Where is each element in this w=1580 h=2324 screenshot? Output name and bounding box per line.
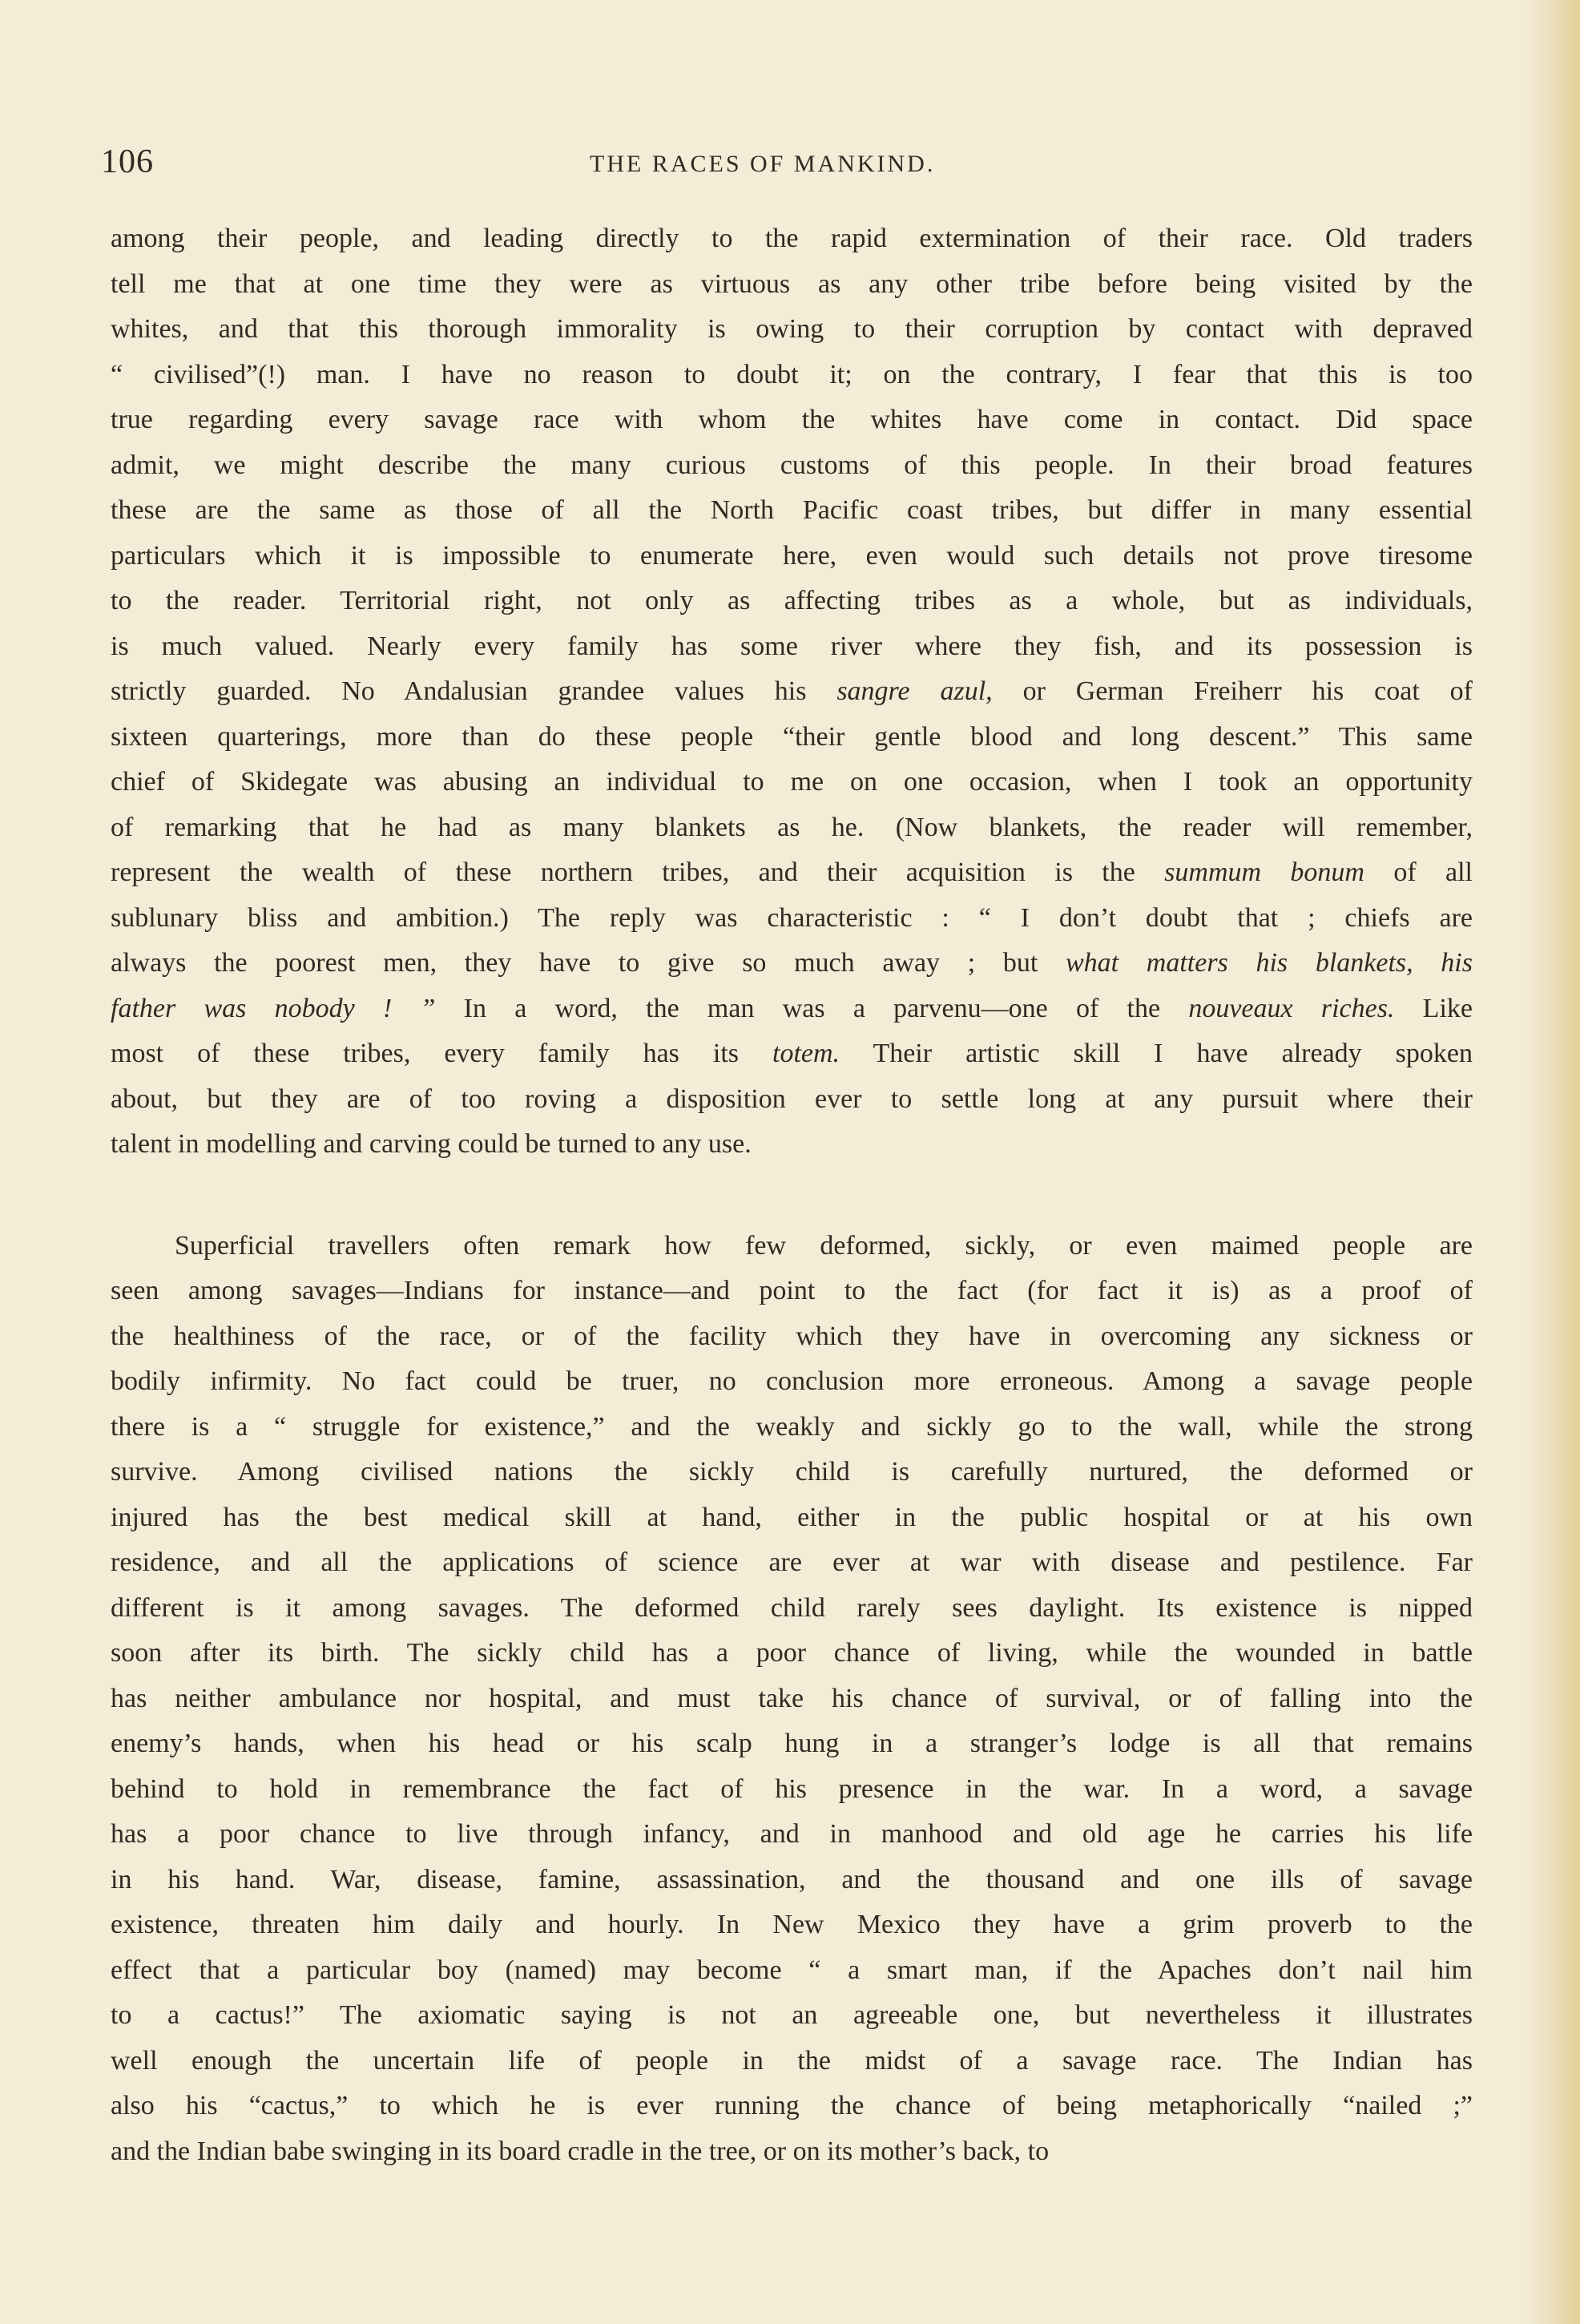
text-line [111, 1721, 1473, 1767]
italic-text: nouveaux riches. [1188, 993, 1395, 1023]
text-line [111, 2039, 1473, 2084]
text-line [111, 307, 1473, 353]
text-run: of all [1364, 857, 1473, 887]
text-line [111, 1495, 1473, 1541]
text-line [111, 1405, 1473, 1450]
text-line [111, 579, 1473, 624]
text-run: particulars which it is impossible to enumerate here, even would such details not prove tiresome [111, 540, 1473, 571]
text-run: strictly guarded. No Andalusian grandee values his [111, 676, 837, 706]
text-line [111, 1631, 1473, 1676]
text-run: always the poorest men, they have to give so much away ; but [111, 948, 1066, 978]
text-line [111, 2084, 1473, 2129]
text-run: represent the wealth of these northern tribes, and their acquisition is the [111, 857, 1165, 887]
text-line [111, 216, 1473, 262]
italic-text: father was nobody ! ” [111, 993, 436, 1023]
text-run: to a cactus!” The axiomatic saying is not an agreeable one, but nevertheless it illustrates [111, 2000, 1473, 2030]
text-line [111, 669, 1473, 715]
text-run: injured has the best medical skill at hand, either in the public hospital or at his own [111, 1502, 1473, 1532]
running-title: THE RACES OF MANKIND. [590, 151, 936, 177]
text-run: and the Indian babe swinging in its board cradle in the tree, or on its mother’s back, to [111, 2136, 1050, 2166]
text-run: admit, we might describe the many curious customs of this people. In their broad features [111, 450, 1473, 480]
text-line [111, 1077, 1473, 1123]
text-line [111, 534, 1473, 579]
text-run: is much valued. Nearly every family has some river where they fish, and its possession is [111, 631, 1473, 661]
text-run: Their artistic skill I have already spoken [840, 1039, 1473, 1068]
text-line [111, 443, 1473, 489]
text-run: behind to hold in remembrance the fact of his presence in the war. In a word, a savage [111, 1773, 1473, 1804]
text-run: sublunary bliss and ambition.) The reply was characteristic : “ I don’t doubt that ; chiefs are [111, 902, 1473, 933]
text-line [111, 1540, 1473, 1586]
page-number: 106 [101, 143, 154, 180]
italic-text: what matters his blankets, his [1065, 948, 1473, 978]
text-line [111, 1993, 1473, 2039]
text-line [111, 896, 1473, 942]
page-edge-shadow [1524, 0, 1580, 2324]
paragraph-gap [111, 1168, 1473, 1224]
text-run: these are the same as those of all the North Pacific coast tribes, but differ in many essential [111, 495, 1473, 525]
text-line [111, 941, 1473, 986]
text-run: has neither ambulance nor hospital, and must take his chance of survival, or of falling into the [111, 1683, 1473, 1713]
text-run: chief of Skidegate was abusing an individual to me on one occasion, when I took an opportunity [111, 767, 1473, 797]
text-line [111, 1676, 1473, 1722]
text-line [111, 1031, 1473, 1077]
text-run: enemy’s hands, when his head or his scalp hung in a stranger’s lodge is all that remains [111, 1729, 1473, 1758]
text-line [111, 1269, 1473, 1314]
text-run: has a poor chance to live through infancy, and in manhood and old age he carries his life [111, 1819, 1473, 1849]
text-run: whites, and that this thorough immorality is owing to their corruption by contact with depraved [111, 314, 1473, 344]
page-header [101, 143, 1479, 191]
italic-text: totem. [772, 1039, 840, 1068]
text-run: also his “cactus,” to which he is ever running the chance of being metaphorically “nailed ;” [111, 2091, 1473, 2120]
text-run: talent in modelling and carving could be turned to any use. [111, 1129, 752, 1159]
text-run: sixteen quarterings, more than do these people “their gentle blood and long descent.” This same [111, 721, 1473, 752]
text-run: in his hand. War, disease, famine, assassination, and the thousand and one ills of savage [111, 1864, 1473, 1894]
text-run: soon after its birth. The sickly child has a poor chance of living, while the wounded in battle [111, 1638, 1473, 1668]
text-line [111, 1359, 1473, 1405]
text-line [111, 760, 1473, 805]
text-line [111, 1858, 1473, 1903]
text-run: Superficial travellers often remark how few deformed, sickly, or even maimed people are [175, 1230, 1473, 1261]
text-line [111, 397, 1473, 443]
text-line [111, 353, 1473, 398]
text-line [111, 1767, 1473, 1813]
text-run: most of these tribes, every family has its [111, 1039, 773, 1068]
text-line [111, 1314, 1473, 1360]
text-run: seen among savages—Indians for instance—and point to the fact (for fact it is) as a proof of [111, 1276, 1473, 1305]
text-line [111, 488, 1473, 534]
text-run: about, but they are of too roving a disposition ever to settle long at any pursuit where their [111, 1083, 1473, 1114]
text-run: or German Freiherr his coat of [992, 676, 1473, 706]
text-run: of remarking that he had as many blankets as he. (Now blankets, the reader will remember, [111, 812, 1473, 842]
text-run: effect that a particular boy (named) may become “ a smart man, if the Apaches don’t nail him [111, 1955, 1473, 1985]
text-line [111, 1948, 1473, 1994]
text-line [111, 1450, 1473, 1495]
text-run: “ civilised”(!) man. I have no reason to doubt it; on the contrary, I fear that this is too [111, 359, 1473, 389]
text-line [111, 850, 1473, 896]
text-run: true regarding every savage race with whom the whites have come in contact. Did space [111, 405, 1473, 434]
text-line [111, 1902, 1473, 1948]
text-line [111, 1224, 1473, 1269]
paragraph [111, 216, 1473, 1168]
text-run: among their people, and leading directly to the rapid extermination of their race. Old traders [111, 224, 1473, 253]
text-line [111, 1586, 1473, 1632]
text-run: different is it among savages. The deformed child rarely sees daylight. Its existence is nipped [111, 1592, 1473, 1623]
text-line [111, 805, 1473, 851]
text-run: In a word, the man was a parvenu—one of the [435, 993, 1189, 1023]
text-line [111, 1812, 1473, 1858]
text-run: to the reader. Territorial right, not only as affecting tribes as a whole, but as individuals, [111, 586, 1473, 615]
text-line [111, 715, 1473, 761]
body-text [111, 216, 1473, 2174]
italic-text: sangre azul, [836, 676, 993, 706]
text-line [111, 262, 1473, 308]
italic-text: summum bonum [1164, 857, 1364, 887]
text-run: the healthiness of the race, or of the facility which they have in overcoming any sickness or [111, 1321, 1473, 1351]
text-run: bodily infirmity. No fact could be truer, no conclusion more erroneous. Among a savage people [111, 1366, 1473, 1396]
text-run: tell me that at one time they were as virtuous as any other tribe before being visited by the [111, 268, 1473, 299]
text-run: well enough the uncertain life of people in the midst of a savage race. The Indian has [111, 2045, 1473, 2076]
text-run: survive. Among civilised nations the sickly child is carefully nurtured, the deformed or [111, 1457, 1473, 1487]
text-run: residence, and all the applications of science are ever at war with disease and pestilence. Far [111, 1547, 1473, 1577]
text-line [111, 1122, 1473, 1168]
text-run: Like [1394, 993, 1473, 1023]
text-line [111, 986, 1473, 1032]
paragraph [111, 1224, 1473, 2175]
text-line [111, 624, 1473, 670]
text-run: there is a “ struggle for existence,” and the weakly and sickly go to the wall, while the strong [111, 1411, 1473, 1442]
text-line [111, 2129, 1473, 2175]
text-run: existence, threaten him daily and hourly. In New Mexico they have a grim proverb to the [111, 1910, 1473, 1939]
